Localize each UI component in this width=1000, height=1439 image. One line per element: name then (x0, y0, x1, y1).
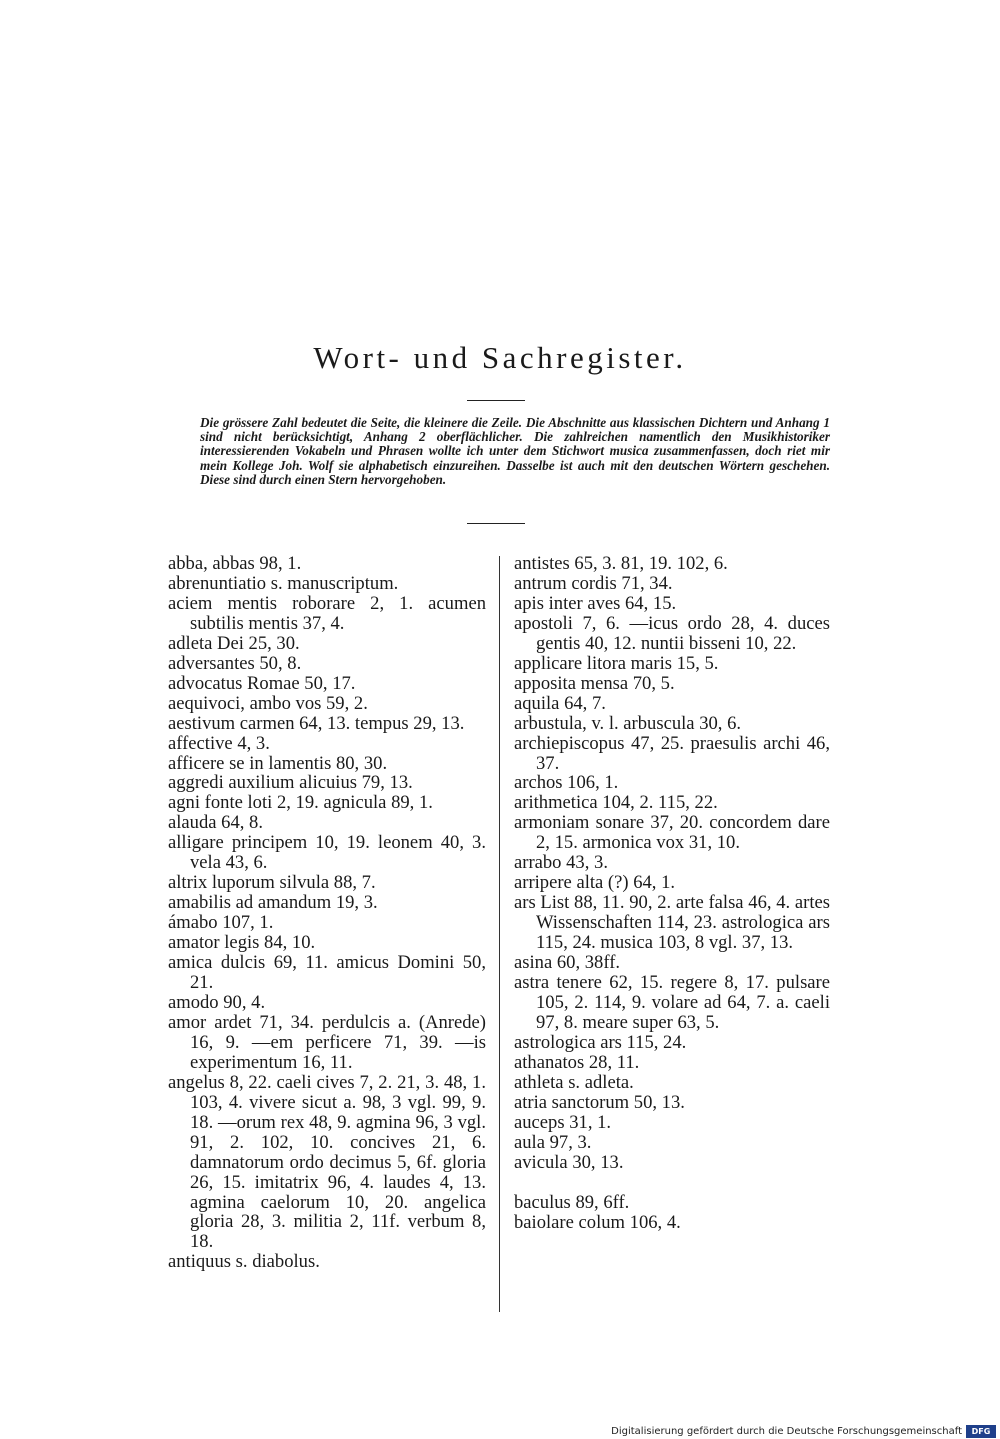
preface-rule (467, 523, 525, 524)
index-entry: advocatus Romae 50, 17. (168, 672, 356, 694)
index-entry: amica dulcis 69, 11. amicus Domini 50, 21. (168, 952, 486, 994)
index-entry: adversantes 50, 8. (168, 652, 302, 674)
index-entry: alligare principem 10, 19. leonem 40, 3. vela 43, 6. (168, 832, 486, 874)
index-entry: abrenuntiatio s. manuscriptum. (168, 572, 399, 594)
index-entry: adleta Dei 25, 30. (168, 632, 300, 654)
index-entry: aula 97, 3. (514, 1131, 592, 1153)
dfg-logo: DFG (966, 1425, 996, 1438)
index-entry: alauda 64, 8. (168, 812, 264, 834)
index-entry: apostoli 7, 6. —icus ordo 28, 4. duces gentis 40, 12. nuntii bisseni 10, 22. (514, 612, 830, 654)
index-entry: affective 4, 3. (168, 732, 270, 754)
index-entry: armoniam sonare 37, 20. concordem dare 2, 15. armonica vox 31, 10. (514, 812, 830, 854)
index-entry: aquila 64, 7. (514, 692, 606, 714)
index-entry: athleta s. adleta. (514, 1071, 634, 1093)
index-entry: astra tenere 62, 15. regere 8, 17. pulsare 105, 2. 114, 9. volare ad 64, 7. a. caeli 97, 8. meare super 63, 5. (514, 972, 830, 1033)
page-title: Wort- und Sachregister. (313, 340, 687, 375)
index-entry: arithmetica 104, 2. 115, 22. (514, 792, 718, 814)
index-entry: ars List 88, 11. 90, 2. arte falsa 46, 4. artes Wissenschaften 114, 23. astrologica ars 115, 24. musica 103, 8 vgl. 37, 13. (514, 892, 830, 954)
index-entry: auceps 31, 1. (514, 1111, 612, 1133)
index-column-right (514, 554, 830, 1232)
index-entry: ámabo 107, 1. (168, 912, 274, 934)
index-entry: amabilis ad amandum 19, 3. (168, 892, 378, 914)
index-entry: arripere alta (?) 64, 1. (514, 872, 676, 894)
index-entry: aestivum carmen 64, 13. tempus 29, 13. (168, 712, 465, 734)
index-entry: astrologica ars 115, 24. (514, 1031, 687, 1053)
index-entry: antistes 65, 3. 81, 19. 102, 6. (514, 553, 728, 574)
digitization-credit: Digitalisierung gefördert durch die Deutsche Forschungsgemeinschaft (611, 1426, 962, 1437)
index-entry: atria sanctorum 50, 13. (514, 1091, 685, 1113)
index-entry: baiolare colum 106, 4. (514, 1211, 681, 1233)
index-entry: athanatos 28, 11. (514, 1051, 640, 1073)
index-entry: asina 60, 38ff. (514, 952, 621, 974)
preface-note: Die grössere Zahl bedeutet die Seite, die kleinere die Zeile. Die Abschnitte aus klassischen Dichtern und Anhang 1 sind nicht berücksichtigt, Anhang 2 oberflächlicher. Die zahlreichen namentlich den Musikhistoriker interessierenden Vokabeln und Phrasen wollte ich unter dem Stichwort musica zusammenfassen, doch riet mir mein Kollege Joh. Wolf sie alphabetisch einzureihen. Dasselbe ist auch mit den deutschen Wörtern geschehen. Diese sind durch einen Stern hervorgehoben. (200, 415, 830, 487)
index-entry: aciem mentis roborare 2, 1. acumen subtilis mentis 37, 4. (168, 592, 486, 634)
index-entry: avicula 30, 13. (514, 1151, 624, 1173)
index-entry: amator legis 84, 10. (168, 932, 316, 954)
title-rule (467, 400, 525, 401)
index-entry: agni fonte loti 2, 19. agnicula 89, 1. (168, 792, 433, 814)
index-entry: baculus 89, 6ff. (514, 1191, 630, 1213)
index-entry: altrix luporum silvula 88, 7. (168, 872, 376, 894)
index-entry: amor ardet 71, 34. perdulcis a. (Anrede) 16, 9. —em perficere 71, 39. —is experimentum 16, 11. (168, 1011, 486, 1073)
index-entry: applicare litora maris 15, 5. (514, 652, 719, 674)
index-entry: archos 106, 1. (514, 772, 619, 794)
index-entry: antrum cordis 71, 34. (514, 572, 673, 594)
section-gap (514, 1173, 830, 1193)
index-entry: afficere se in lamentis 80, 30. (168, 752, 388, 774)
index-entry: aequivoci, ambo vos 59, 2. (168, 692, 368, 714)
index-entry: antiquus s. diabolus. (168, 1251, 320, 1273)
index-entry: apis inter aves 64, 15. (514, 592, 677, 614)
index-entry: amodo 90, 4. (168, 991, 266, 1013)
index-entry: archiepiscopus 47, 25. praesulis archi 46, 37. (514, 732, 830, 774)
index-entry: apposita mensa 70, 5. (514, 672, 675, 694)
index-entry: abba, abbas 98, 1. (168, 553, 302, 574)
index-entry: arrabo 43, 3. (514, 852, 608, 874)
index-entry: aggredi auxilium alicuius 79, 13. (168, 772, 413, 794)
index-column-left (168, 554, 486, 1272)
index-entry: arbustula, v. l. arbuscula 30, 6. (514, 712, 742, 734)
column-divider (499, 556, 500, 1312)
index-entry: angelus 8, 22. caeli cives 7, 2. 21, 3. 48, 1. 103, 4. vivere sicut a. 98, 3 vgl. 99, 9. 18. —orum rex 48, 9. agmina 96, 3 vgl. 91, 2. 102, 10. concives 21, 6. damnatorum ordo decimus 5, 6f. gloria 26, 15. imitatrix 96, 4. laudes 4, 13. agmina caelorum 10, 20. angelica gloria 28, 3. militia 2, 11f. verbum 8, 18. (168, 1071, 486, 1253)
